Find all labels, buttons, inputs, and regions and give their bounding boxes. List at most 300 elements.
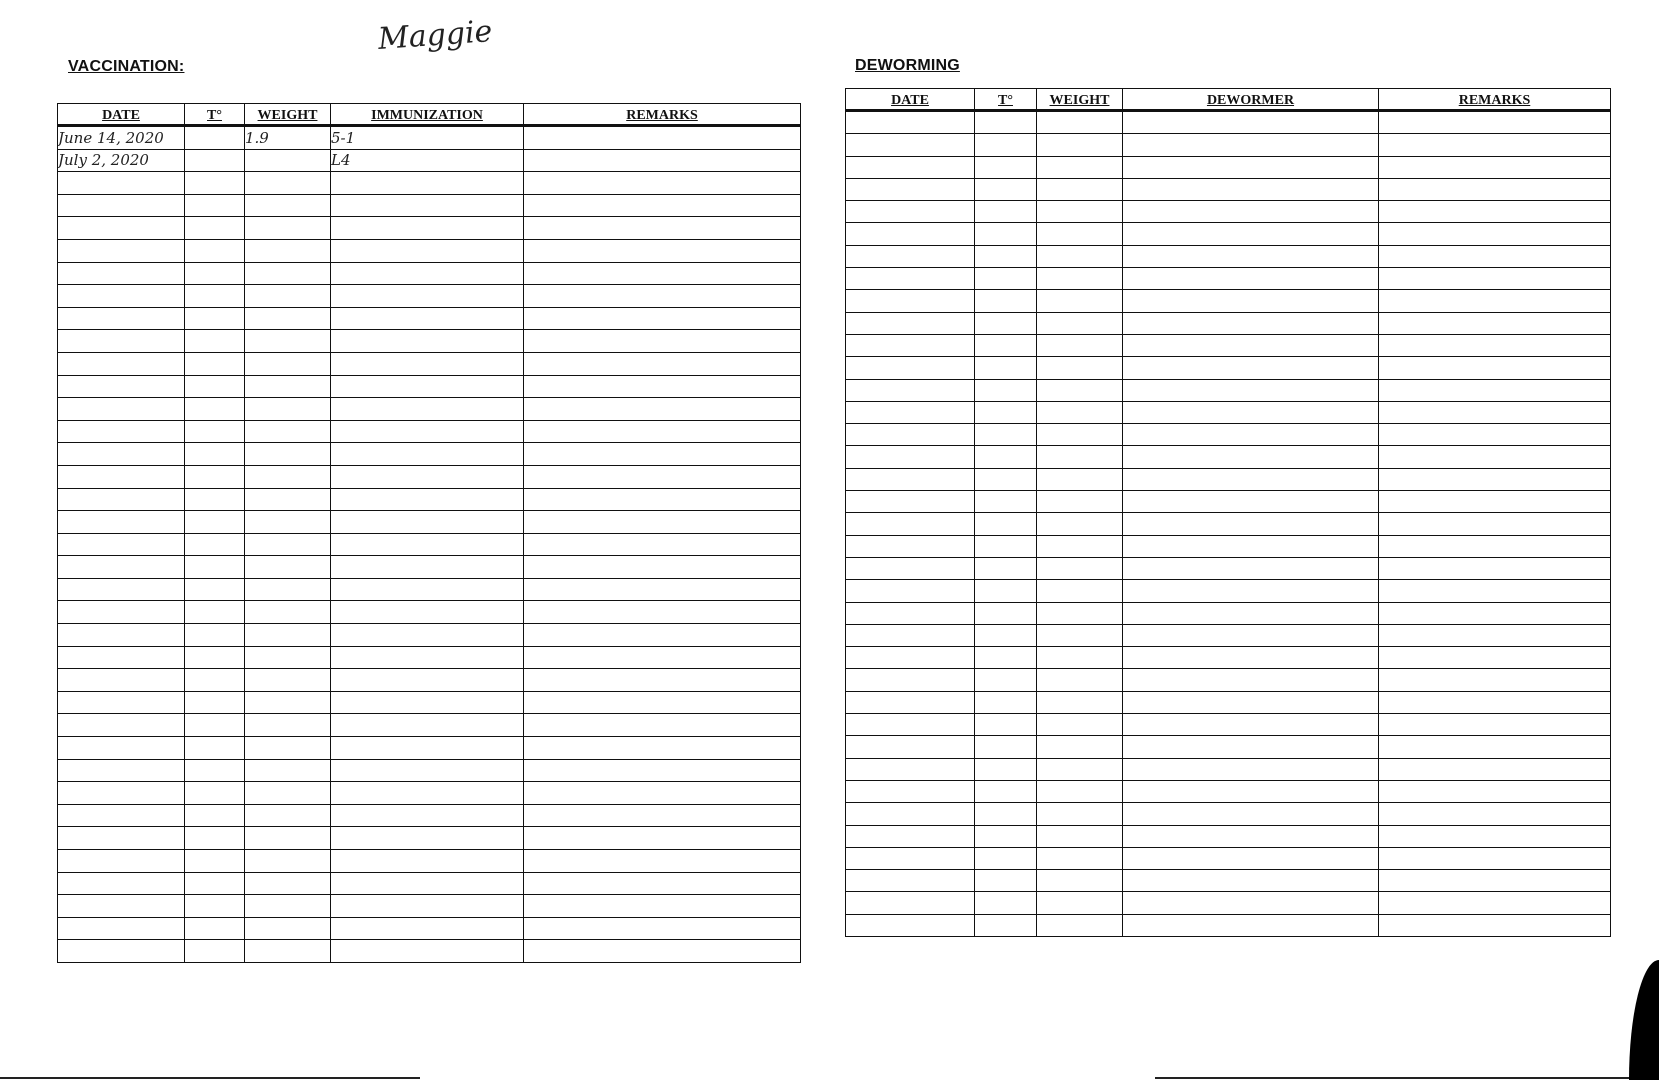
vaccination-cell-date xyxy=(58,714,185,737)
vaccination-cell-weight xyxy=(245,601,331,624)
deworming-cell-temp xyxy=(975,223,1037,245)
deworming-cell-dewormer xyxy=(1123,424,1379,446)
vaccination-cell-date xyxy=(58,533,185,556)
vaccination-header-weight: WEIGHT xyxy=(245,104,331,126)
vaccination-cell-remarks xyxy=(524,624,801,647)
deworming-cell-date xyxy=(846,111,975,134)
vaccination-cell-weight xyxy=(245,669,331,692)
vaccination-row xyxy=(58,782,801,805)
vaccination-cell-immunization xyxy=(331,669,524,692)
vaccination-cell-immunization xyxy=(331,262,524,285)
vaccination-cell-immunization xyxy=(331,420,524,443)
deworming-cell-dewormer xyxy=(1123,647,1379,669)
vaccination-row xyxy=(58,307,801,330)
deworming-header-temp: T° xyxy=(975,89,1037,111)
deworming-cell-date xyxy=(846,892,975,914)
vaccination-cell-date xyxy=(58,375,185,398)
vaccination-cell-date xyxy=(58,827,185,850)
deworming-cell-weight xyxy=(1037,111,1123,134)
deworming-cell-dewormer xyxy=(1123,624,1379,646)
deworming-cell-remarks xyxy=(1379,268,1611,290)
deworming-cell-temp xyxy=(975,334,1037,356)
deworming-cell-temp xyxy=(975,892,1037,914)
deworming-cell-dewormer xyxy=(1123,334,1379,356)
deworming-row xyxy=(846,156,1611,178)
vaccination-cell-remarks xyxy=(524,330,801,353)
vaccination-cell-date xyxy=(58,511,185,534)
deworming-cell-weight xyxy=(1037,557,1123,579)
vaccination-cell-weight xyxy=(245,737,331,760)
deworming-cell-remarks xyxy=(1379,892,1611,914)
vaccination-cell-remarks xyxy=(524,262,801,285)
vaccination-cell-temp xyxy=(185,872,245,895)
deworming-cell-date xyxy=(846,669,975,691)
deworming-cell-dewormer xyxy=(1123,669,1379,691)
deworming-cell-remarks xyxy=(1379,245,1611,267)
vaccination-cell-date xyxy=(58,646,185,669)
vaccination-cell-remarks xyxy=(524,443,801,466)
vaccination-row xyxy=(58,352,801,375)
deworming-cell-date xyxy=(846,178,975,200)
vaccination-cell-weight xyxy=(245,759,331,782)
vaccination-cell-temp xyxy=(185,285,245,308)
deworming-row xyxy=(846,201,1611,223)
vaccination-cell-date xyxy=(58,398,185,421)
vaccination-header-remarks: REMARKS xyxy=(524,104,801,126)
vaccination-cell-temp xyxy=(185,782,245,805)
deworming-cell-dewormer xyxy=(1123,847,1379,869)
deworming-cell-weight xyxy=(1037,803,1123,825)
deworming-cell-remarks xyxy=(1379,513,1611,535)
vaccination-cell-date xyxy=(58,307,185,330)
vaccination-row xyxy=(58,533,801,556)
vaccination-row xyxy=(58,488,801,511)
deworming-cell-temp xyxy=(975,468,1037,490)
vaccination-cell-remarks xyxy=(524,872,801,895)
deworming-cell-weight xyxy=(1037,691,1123,713)
vaccination-cell-temp xyxy=(185,804,245,827)
vaccination-cell-weight xyxy=(245,804,331,827)
deworming-cell-dewormer xyxy=(1123,825,1379,847)
vaccination-cell-immunization xyxy=(331,172,524,195)
vaccination-cell-weight xyxy=(245,352,331,375)
vaccination-row xyxy=(58,759,801,782)
deworming-cell-weight xyxy=(1037,758,1123,780)
vaccination-cell-remarks xyxy=(524,827,801,850)
deworming-cell-weight xyxy=(1037,446,1123,468)
deworming-cell-date xyxy=(846,758,975,780)
deworming-cell-weight xyxy=(1037,580,1123,602)
deworming-row xyxy=(846,825,1611,847)
vaccination-cell-date xyxy=(58,917,185,940)
vaccination-row xyxy=(58,149,801,172)
vaccination-cell-date xyxy=(58,239,185,262)
vaccination-cell-immunization xyxy=(331,691,524,714)
deworming-cell-temp xyxy=(975,803,1037,825)
handwritten-pet-name: Maggie xyxy=(376,14,494,57)
vaccination-cell-temp xyxy=(185,352,245,375)
vaccination-cell-remarks xyxy=(524,737,801,760)
vaccination-cell-weight xyxy=(245,895,331,918)
vaccination-cell-immunization xyxy=(331,511,524,534)
vaccination-cell-weight xyxy=(245,443,331,466)
deworming-row xyxy=(846,691,1611,713)
deworming-cell-weight xyxy=(1037,870,1123,892)
vaccination-cell-temp xyxy=(185,624,245,647)
deworming-cell-temp xyxy=(975,156,1037,178)
deworming-cell-date xyxy=(846,714,975,736)
vaccination-cell-weight xyxy=(245,511,331,534)
deworming-row xyxy=(846,245,1611,267)
vaccination-cell-remarks xyxy=(524,646,801,669)
vaccination-cell-weight xyxy=(245,940,331,963)
vaccination-cell-date xyxy=(58,443,185,466)
deworming-cell-dewormer xyxy=(1123,178,1379,200)
deworming-cell-remarks xyxy=(1379,334,1611,356)
vaccination-cell-temp xyxy=(185,420,245,443)
deworming-row xyxy=(846,446,1611,468)
deworming-row xyxy=(846,914,1611,936)
deworming-cell-date xyxy=(846,334,975,356)
vaccination-cell-immunization xyxy=(331,872,524,895)
vaccination-cell-temp xyxy=(185,126,245,150)
vaccination-cell-immunization xyxy=(331,285,524,308)
vaccination-cell-weight xyxy=(245,691,331,714)
vaccination-cell-immunization xyxy=(331,850,524,873)
vaccination-cell-date xyxy=(58,850,185,873)
deworming-cell-date xyxy=(846,847,975,869)
deworming-cell-dewormer xyxy=(1123,268,1379,290)
vaccination-row xyxy=(58,194,801,217)
deworming-cell-dewormer xyxy=(1123,290,1379,312)
vaccination-cell-date xyxy=(58,465,185,488)
deworming-cell-date xyxy=(846,401,975,423)
vaccination-cell-temp xyxy=(185,895,245,918)
deworming-row xyxy=(846,847,1611,869)
deworming-cell-temp xyxy=(975,580,1037,602)
deworming-cell-weight xyxy=(1037,201,1123,223)
deworming-row xyxy=(846,491,1611,513)
deworming-cell-weight xyxy=(1037,268,1123,290)
deworming-cell-remarks xyxy=(1379,758,1611,780)
vaccination-cell-immunization: 5-1 xyxy=(331,126,524,150)
vaccination-row xyxy=(58,217,801,240)
deworming-cell-temp xyxy=(975,825,1037,847)
deworming-cell-date xyxy=(846,446,975,468)
deworming-cell-date xyxy=(846,535,975,557)
vaccination-cell-date xyxy=(58,352,185,375)
vaccination-cell-immunization xyxy=(331,578,524,601)
vaccination-cell-weight xyxy=(245,714,331,737)
vaccination-cell-temp xyxy=(185,917,245,940)
deworming-cell-weight xyxy=(1037,914,1123,936)
vaccination-row xyxy=(58,669,801,692)
deworming-header-dewormer: DEWORMER xyxy=(1123,89,1379,111)
vaccination-cell-weight xyxy=(245,330,331,353)
vaccination-row xyxy=(58,420,801,443)
deworming-cell-dewormer xyxy=(1123,803,1379,825)
vaccination-cell-temp xyxy=(185,194,245,217)
deworming-row xyxy=(846,357,1611,379)
deworming-cell-date xyxy=(846,557,975,579)
deworming-cell-date xyxy=(846,803,975,825)
bottom-divider-left xyxy=(0,1077,420,1079)
deworming-row xyxy=(846,736,1611,758)
vaccination-row xyxy=(58,872,801,895)
vaccination-row xyxy=(58,172,801,195)
vaccination-cell-weight xyxy=(245,307,331,330)
deworming-cell-remarks xyxy=(1379,714,1611,736)
deworming-cell-remarks xyxy=(1379,134,1611,156)
vaccination-table xyxy=(57,103,801,963)
deworming-cell-temp xyxy=(975,691,1037,713)
vaccination-cell-date xyxy=(58,194,185,217)
vaccination-row xyxy=(58,578,801,601)
deworming-cell-date xyxy=(846,134,975,156)
deworming-cell-temp xyxy=(975,914,1037,936)
deworming-cell-dewormer xyxy=(1123,513,1379,535)
deworming-cell-temp xyxy=(975,401,1037,423)
vaccination-cell-remarks xyxy=(524,375,801,398)
vaccination-cell-date xyxy=(58,872,185,895)
vaccination-cell-immunization xyxy=(331,194,524,217)
deworming-cell-temp xyxy=(975,870,1037,892)
vaccination-row xyxy=(58,262,801,285)
deworming-cell-date xyxy=(846,624,975,646)
vaccination-cell-remarks xyxy=(524,917,801,940)
deworming-cell-temp xyxy=(975,312,1037,334)
deworming-row xyxy=(846,557,1611,579)
deworming-cell-temp xyxy=(975,602,1037,624)
deworming-cell-weight xyxy=(1037,780,1123,802)
vaccination-cell-date xyxy=(58,330,185,353)
deworming-heading: DEWORMING xyxy=(855,57,960,74)
vaccination-cell-weight xyxy=(245,850,331,873)
vaccination-cell-weight xyxy=(245,578,331,601)
vaccination-cell-weight xyxy=(245,285,331,308)
vaccination-row xyxy=(58,375,801,398)
deworming-cell-remarks xyxy=(1379,446,1611,468)
deworming-cell-dewormer xyxy=(1123,892,1379,914)
deworming-cell-temp xyxy=(975,111,1037,134)
vaccination-cell-date xyxy=(58,782,185,805)
deworming-row xyxy=(846,178,1611,200)
deworming-cell-dewormer xyxy=(1123,446,1379,468)
vaccination-row xyxy=(58,940,801,963)
deworming-cell-remarks xyxy=(1379,647,1611,669)
deworming-cell-dewormer xyxy=(1123,602,1379,624)
deworming-cell-date xyxy=(846,870,975,892)
deworming-cell-dewormer xyxy=(1123,468,1379,490)
deworming-row xyxy=(846,892,1611,914)
vaccination-cell-immunization xyxy=(331,465,524,488)
deworming-cell-remarks xyxy=(1379,156,1611,178)
vaccination-cell-temp xyxy=(185,443,245,466)
vaccination-cell-immunization: L4 xyxy=(331,149,524,172)
deworming-cell-dewormer xyxy=(1123,914,1379,936)
vaccination-cell-date: July 2, 2020 xyxy=(58,149,185,172)
deworming-cell-temp xyxy=(975,647,1037,669)
deworming-row xyxy=(846,780,1611,802)
deworming-cell-weight xyxy=(1037,134,1123,156)
vaccination-row xyxy=(58,714,801,737)
deworming-row xyxy=(846,535,1611,557)
vaccination-row xyxy=(58,285,801,308)
deworming-cell-temp xyxy=(975,379,1037,401)
deworming-cell-dewormer xyxy=(1123,780,1379,802)
vaccination-cell-remarks xyxy=(524,669,801,692)
deworming-cell-dewormer xyxy=(1123,870,1379,892)
vaccination-cell-temp xyxy=(185,556,245,579)
deworming-cell-weight xyxy=(1037,424,1123,446)
vaccination-cell-immunization xyxy=(331,601,524,624)
vaccination-cell-immunization xyxy=(331,443,524,466)
deworming-cell-temp xyxy=(975,758,1037,780)
deworming-cell-dewormer xyxy=(1123,379,1379,401)
vaccination-row xyxy=(58,624,801,647)
vaccination-row xyxy=(58,601,801,624)
deworming-cell-dewormer xyxy=(1123,557,1379,579)
vaccination-cell-remarks xyxy=(524,850,801,873)
vaccination-cell-weight xyxy=(245,194,331,217)
deworming-cell-date xyxy=(846,379,975,401)
vaccination-cell-temp xyxy=(185,533,245,556)
deworming-cell-remarks xyxy=(1379,111,1611,134)
vaccination-cell-remarks xyxy=(524,488,801,511)
vaccination-cell-immunization xyxy=(331,398,524,421)
deworming-header-row xyxy=(846,89,1611,111)
vaccination-cell-immunization xyxy=(331,330,524,353)
deworming-cell-remarks xyxy=(1379,357,1611,379)
deworming-cell-weight xyxy=(1037,647,1123,669)
vaccination-cell-remarks xyxy=(524,895,801,918)
deworming-cell-weight xyxy=(1037,513,1123,535)
vaccination-cell-remarks xyxy=(524,511,801,534)
vaccination-row xyxy=(58,465,801,488)
deworming-header-remarks: REMARKS xyxy=(1379,89,1611,111)
deworming-cell-weight xyxy=(1037,357,1123,379)
deworming-cell-temp xyxy=(975,290,1037,312)
vaccination-cell-remarks xyxy=(524,126,801,150)
vaccination-cell-weight xyxy=(245,533,331,556)
vaccination-cell-date xyxy=(58,759,185,782)
vaccination-cell-weight xyxy=(245,782,331,805)
vaccination-cell-weight xyxy=(245,827,331,850)
deworming-cell-date xyxy=(846,736,975,758)
deworming-cell-remarks xyxy=(1379,825,1611,847)
deworming-row xyxy=(846,223,1611,245)
deworming-cell-weight xyxy=(1037,714,1123,736)
deworming-cell-dewormer xyxy=(1123,312,1379,334)
vaccination-cell-remarks xyxy=(524,149,801,172)
deworming-cell-date xyxy=(846,223,975,245)
deworming-cell-temp xyxy=(975,535,1037,557)
vaccination-cell-immunization xyxy=(331,488,524,511)
deworming-cell-remarks xyxy=(1379,580,1611,602)
vaccination-cell-date xyxy=(58,556,185,579)
vaccination-cell-date xyxy=(58,262,185,285)
deworming-cell-date xyxy=(846,602,975,624)
deworming-cell-temp xyxy=(975,669,1037,691)
deworming-cell-remarks xyxy=(1379,401,1611,423)
vaccination-cell-remarks xyxy=(524,465,801,488)
vaccination-cell-temp xyxy=(185,511,245,534)
deworming-cell-remarks xyxy=(1379,803,1611,825)
vaccination-row xyxy=(58,556,801,579)
deworming-cell-date xyxy=(846,424,975,446)
vaccination-cell-temp xyxy=(185,601,245,624)
deworming-cell-date xyxy=(846,647,975,669)
vaccination-cell-immunization xyxy=(331,533,524,556)
deworming-cell-dewormer xyxy=(1123,714,1379,736)
deworming-cell-weight xyxy=(1037,847,1123,869)
deworming-cell-dewormer xyxy=(1123,357,1379,379)
vaccination-cell-remarks xyxy=(524,239,801,262)
deworming-cell-date xyxy=(846,245,975,267)
deworming-cell-dewormer xyxy=(1123,401,1379,423)
vaccination-cell-date xyxy=(58,420,185,443)
vaccination-cell-immunization xyxy=(331,759,524,782)
deworming-cell-temp xyxy=(975,268,1037,290)
vaccination-cell-remarks xyxy=(524,285,801,308)
deworming-cell-weight xyxy=(1037,156,1123,178)
vaccination-header-immunization: IMMUNIZATION xyxy=(331,104,524,126)
vaccination-cell-immunization xyxy=(331,804,524,827)
deworming-header-date: DATE xyxy=(846,89,975,111)
deworming-cell-remarks xyxy=(1379,290,1611,312)
vaccination-cell-temp xyxy=(185,239,245,262)
deworming-cell-remarks xyxy=(1379,870,1611,892)
deworming-table-body xyxy=(846,111,1611,937)
deworming-cell-temp xyxy=(975,357,1037,379)
vaccination-cell-remarks xyxy=(524,307,801,330)
vaccination-cell-date: June 14, 2020 xyxy=(58,126,185,150)
deworming-cell-temp xyxy=(975,780,1037,802)
vaccination-row xyxy=(58,398,801,421)
deworming-row xyxy=(846,758,1611,780)
vaccination-cell-temp xyxy=(185,669,245,692)
deworming-row xyxy=(846,379,1611,401)
vaccination-row xyxy=(58,827,801,850)
vaccination-cell-remarks xyxy=(524,578,801,601)
vaccination-cell-immunization xyxy=(331,375,524,398)
deworming-cell-remarks xyxy=(1379,847,1611,869)
vaccination-cell-weight xyxy=(245,872,331,895)
deworming-cell-dewormer xyxy=(1123,535,1379,557)
deworming-row xyxy=(846,312,1611,334)
vaccination-row xyxy=(58,917,801,940)
vaccination-cell-immunization xyxy=(331,782,524,805)
vaccination-cell-temp xyxy=(185,262,245,285)
vaccination-cell-temp xyxy=(185,217,245,240)
deworming-cell-remarks xyxy=(1379,691,1611,713)
vaccination-cell-weight xyxy=(245,420,331,443)
deworming-cell-date xyxy=(846,691,975,713)
vaccination-cell-temp xyxy=(185,578,245,601)
vaccination-row xyxy=(58,895,801,918)
vaccination-cell-weight xyxy=(245,556,331,579)
vaccination-cell-immunization xyxy=(331,646,524,669)
vaccination-cell-date xyxy=(58,217,185,240)
deworming-cell-date xyxy=(846,491,975,513)
deworming-cell-temp xyxy=(975,134,1037,156)
deworming-cell-dewormer xyxy=(1123,245,1379,267)
deworming-cell-date xyxy=(846,513,975,535)
deworming-row xyxy=(846,401,1611,423)
vaccination-row xyxy=(58,239,801,262)
deworming-cell-remarks xyxy=(1379,201,1611,223)
deworming-cell-weight xyxy=(1037,401,1123,423)
